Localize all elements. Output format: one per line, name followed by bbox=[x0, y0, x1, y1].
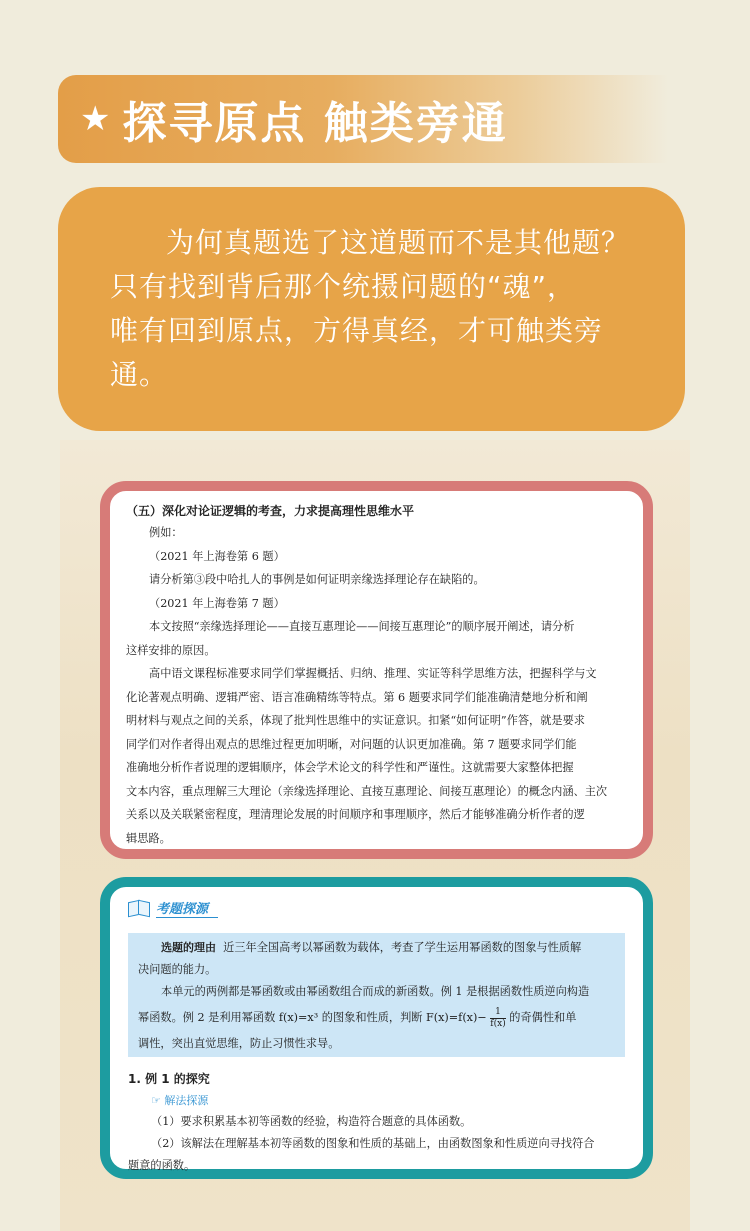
intro-line: 为何真题选了这道题而不是其他题？ bbox=[166, 226, 631, 259]
reason-label: 选题的理由 bbox=[161, 941, 216, 954]
excerpt-line: 这样安排的原因。 bbox=[126, 643, 216, 657]
excerpt-line: （2021 年上海卷第 7 题） bbox=[149, 596, 285, 610]
excerpt-section-title: （五）深化对论证逻辑的考查，力求提高理性思维水平 bbox=[126, 504, 415, 518]
reason-text: 的奇偶性和单 bbox=[509, 1011, 577, 1024]
page-title: 探寻原点 触类旁通 bbox=[122, 98, 508, 149]
reason-line bbox=[138, 1003, 615, 1033]
reason-text: 近三年全国高考以幂函数为载体，考查了学生运用幂函数的图象与性质解 bbox=[223, 941, 582, 954]
intro-line: 唯有回到原点，方得真经，才可触类旁 bbox=[110, 314, 604, 347]
intro-card bbox=[58, 187, 685, 431]
excerpt-line: 同学们对作者得出观点的思维过程更加明晰，对问题的认识更加准确。第 7 题要求同学们能 bbox=[126, 737, 577, 751]
excerpt-line: 准确地分析作者说理的逻辑顺序，体会学术论文的科学性和严谨性。这就需要大家整体把握 bbox=[126, 761, 574, 774]
excerpt-line: 辑思路。 bbox=[126, 831, 171, 845]
excerpt-line: 本文按照“亲缘选择理论——直接互惠理论——间接互惠理论”的顺序展开阐述，请分析 bbox=[149, 620, 575, 633]
reason-line bbox=[138, 937, 615, 959]
method-item: 题意的函数。 bbox=[128, 1159, 196, 1172]
reason-box bbox=[128, 933, 625, 1057]
fraction bbox=[490, 1007, 505, 1030]
book-icon bbox=[128, 901, 150, 915]
source-title: 考题探源 bbox=[156, 898, 218, 918]
excerpt-line: 文本内容，重点理解三大理论（亲缘选择理论、直接互惠理论、间接互惠理论）的概念内涵、主次 bbox=[126, 784, 608, 798]
reason-line: 本单元的两例都是幂函数或由幂函数组合而成的新函数。例 1 是根据函数性质逆向构造 bbox=[161, 985, 590, 998]
excerpt-card-logic bbox=[100, 481, 653, 859]
fraction-numerator: 1 bbox=[495, 1006, 501, 1017]
source-header bbox=[128, 895, 625, 921]
intro-line: 通。 bbox=[110, 358, 169, 391]
example-title: 1. 例 1 的探究 bbox=[128, 1072, 210, 1086]
excerpt-line: 例如： bbox=[149, 526, 183, 539]
excerpt-card-source bbox=[100, 877, 653, 1179]
excerpt-line: （2021 年上海卷第 6 题） bbox=[149, 549, 285, 563]
method-title: ☞ 解法探源 bbox=[151, 1094, 209, 1107]
excerpt-line: 关系以及关联紧密程度，理清理论发展的时间顺序和事理顺序，然后才能够准确分析作者的逻 bbox=[126, 808, 585, 821]
reason-text: 幂函数。例 2 是利用幂函数 f(x)=x³ 的图象和性质，判断 F(x)=f(x)− bbox=[138, 1011, 487, 1024]
method-item: （1）要求积累基本初等函数的经验，构造符合题意的具体函数。 bbox=[151, 1115, 472, 1128]
reason-line: 调性，突出直觉思维，防止习惯性求导。 bbox=[138, 1037, 340, 1050]
intro-line: 只有找到背后那个统摄问题的“魂”， bbox=[110, 270, 577, 303]
method-item: （2）该解法在理解基本初等函数的图象和性质的基础上，由函数图象和性质逆向寻找符合 bbox=[151, 1137, 595, 1150]
excerpt-line: 明材料与观点之间的关系，体现了批判性思维中的实证意识。扣紧“如何证明”作答，就是要求 bbox=[126, 714, 585, 727]
excerpt-line: 请分析第③段中哈扎人的事例是如何证明亲缘选择理论存在缺陷的。 bbox=[149, 573, 485, 586]
fraction-denominator: f(x) bbox=[490, 1018, 506, 1029]
excerpt-line: 化论著观点明确、逻辑严密、语言准确精练等特点。第 6 题要求同学们能准确清楚地分析和阐 bbox=[126, 690, 588, 704]
star-icon: ★ bbox=[80, 99, 111, 139]
section-title-bar bbox=[58, 75, 668, 163]
excerpt-line: 高中语文课程标准要求同学们掌握概括、归纳、推理、实证等科学思维方法，把握科学与文 bbox=[149, 667, 597, 680]
reason-line: 决问题的能力。 bbox=[138, 963, 217, 976]
